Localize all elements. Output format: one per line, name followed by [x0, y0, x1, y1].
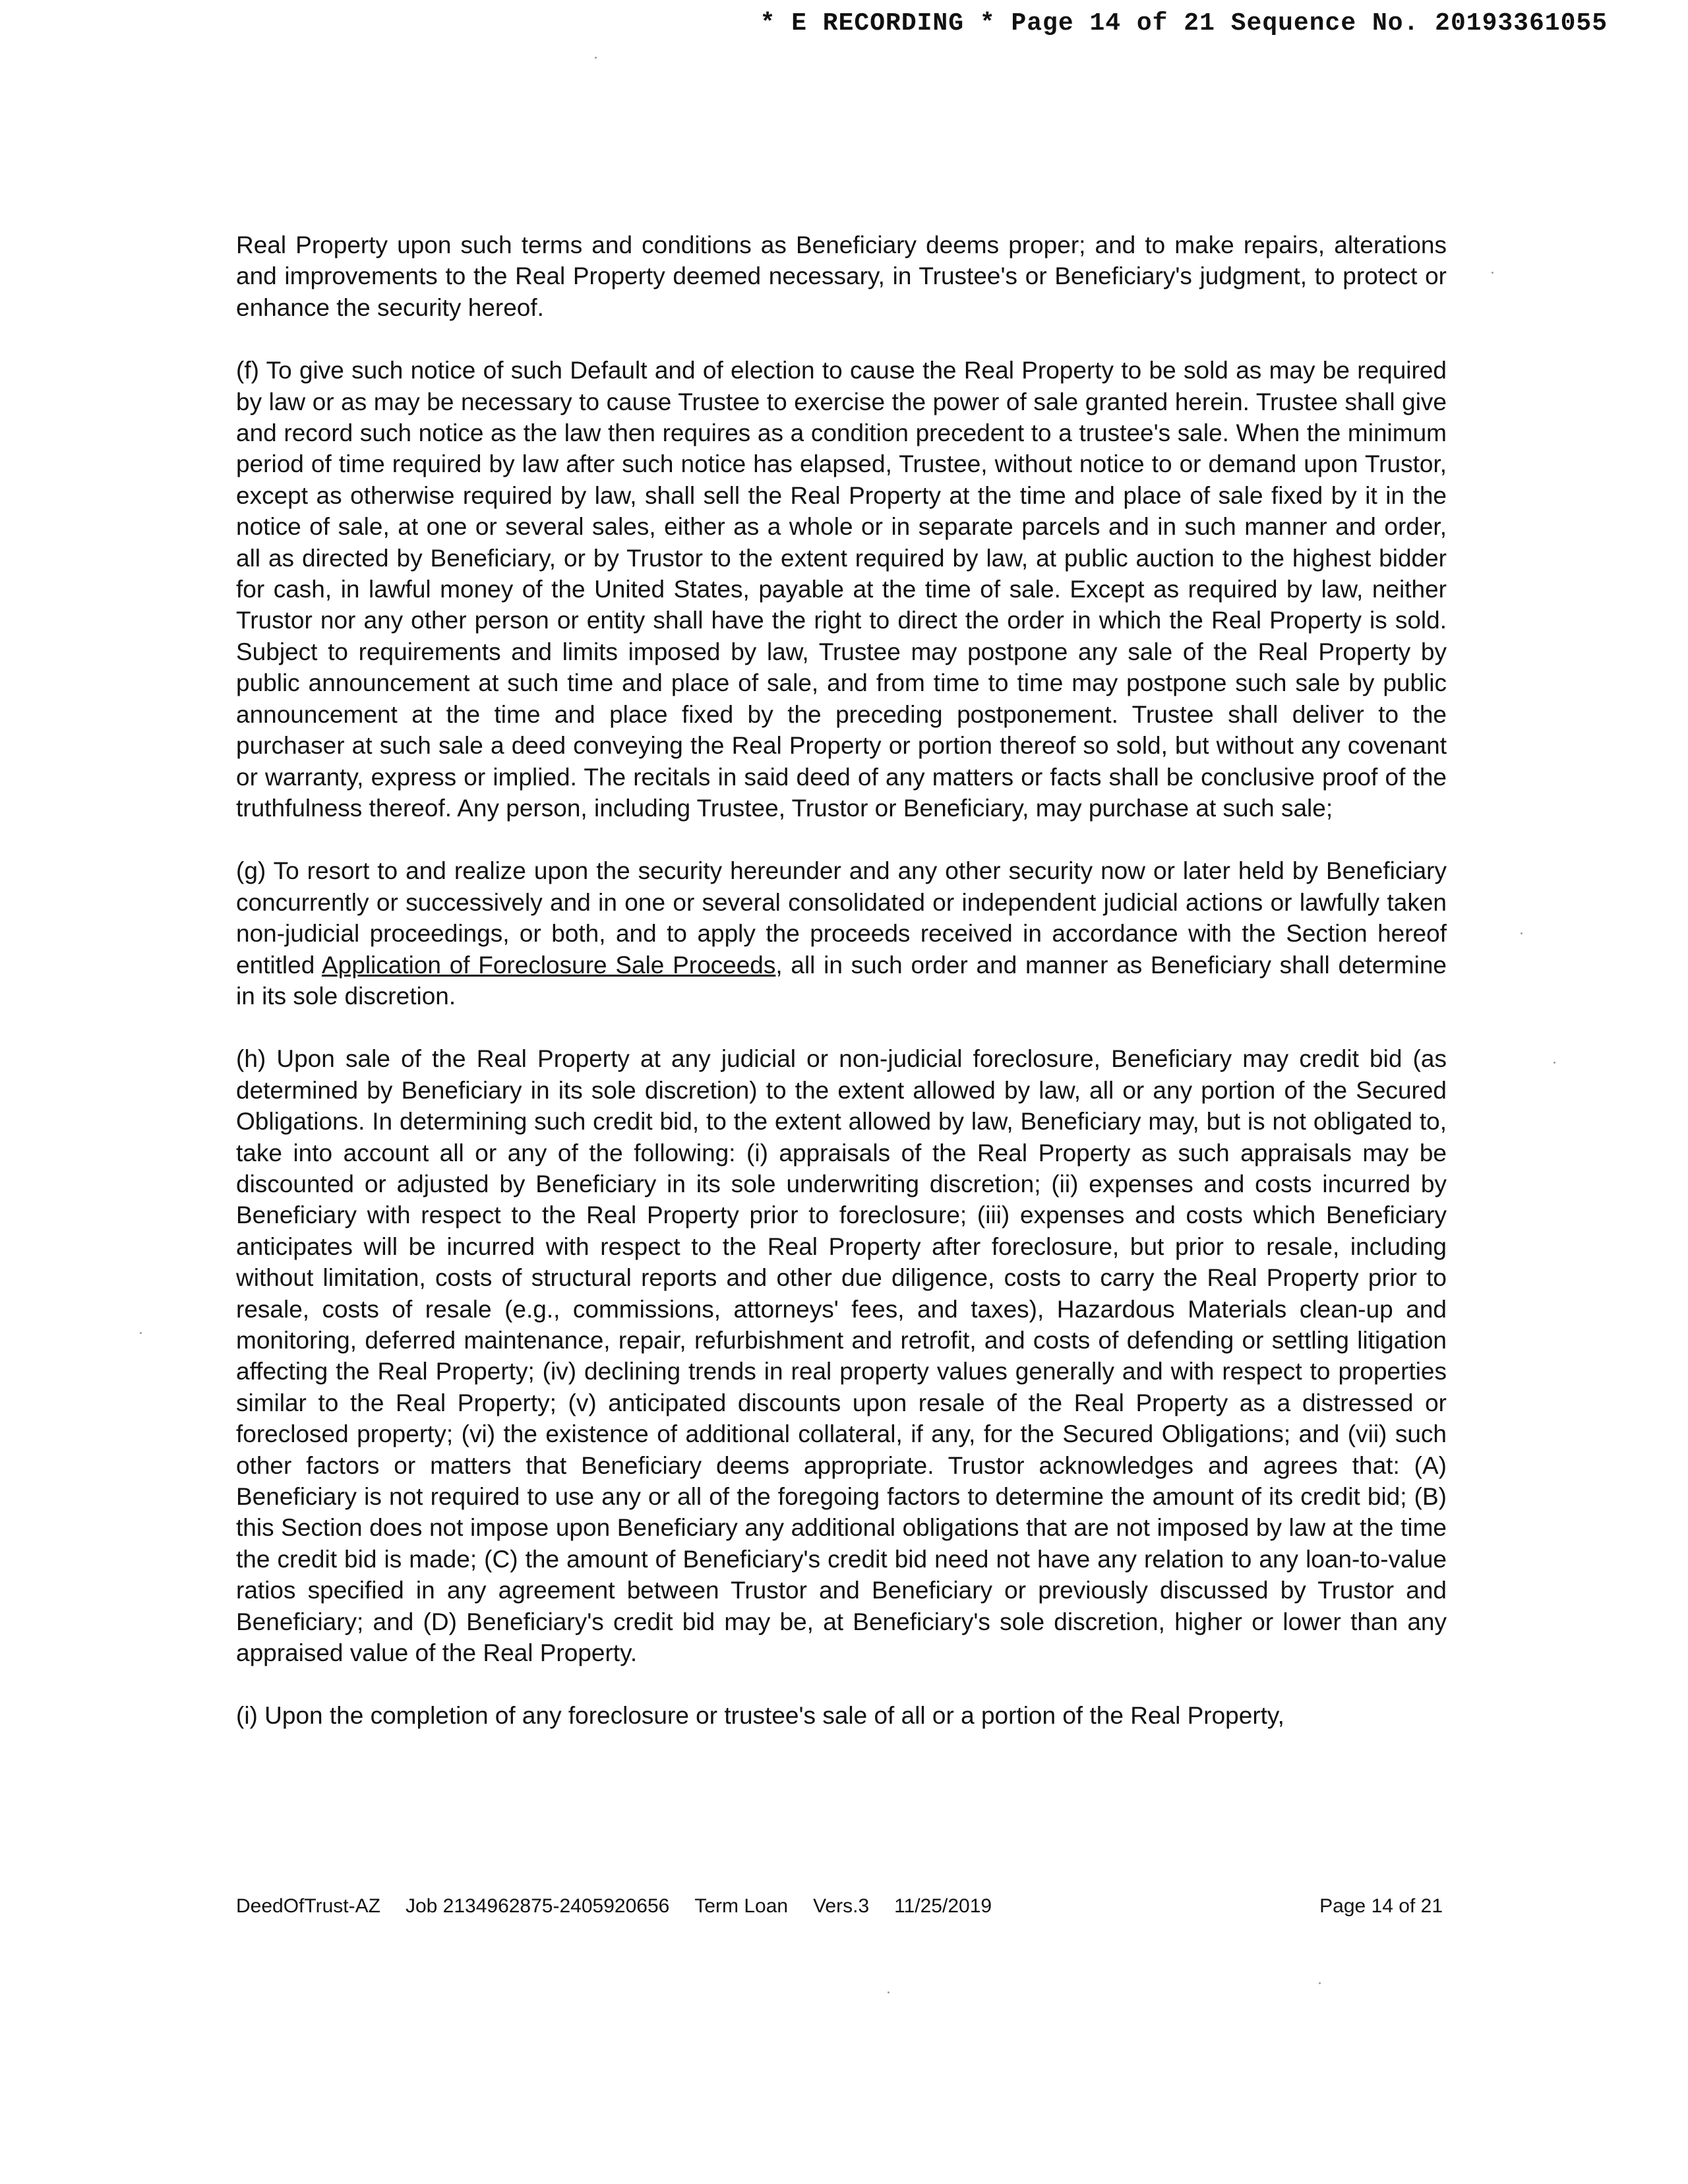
- document-body: [236, 229, 1447, 1732]
- footer-date: 11/25/2019: [894, 1895, 992, 1917]
- footer-version: Vers.3: [813, 1895, 870, 1917]
- scan-speck: [1553, 1062, 1555, 1064]
- paragraph-g: [236, 855, 1447, 1012]
- paragraph-g-text-before: (g) To resort to and realize upon the security hereunder and any other security now or later held by Beneficiary concurrently or successively and in one or several consolidated or independent judicial actions or lawfully taken non-judicial proceedings, or both, and to apply the proceeds received in accordance with the Section hereof entitled: [236, 857, 1447, 979]
- scan-speck: [1319, 1982, 1321, 1984]
- section-reference-link: Application of Foreclosure Sale Proceeds: [321, 951, 776, 979]
- footer-page-number: Page 14 of 21: [1319, 1895, 1443, 1917]
- paragraph-h: (h) Upon sale of the Real Property at any judicial or non-judicial foreclosure, Beneficiary may credit bid (as determined by Beneficiary in its sole discretion) to the extent allowed by law, all or any portion of the Secured Obligations. In determining such credit bid, to the extent allowed by law, Beneficiary may, but is not obligated to, take into account all or any of the following: (i) appraisals of the Real Property as such appraisals may be discounted or adjusted by Beneficiary in its sole underwriting discretion; (ii) expenses and costs incurred by Beneficiary with respect to the Real Property prior to foreclosure; (iii) expenses and costs which Beneficiary anticipates will be incurred with respect to the Real Property after foreclosure, but prior to resale, including without limitation, costs of structural reports and other due diligence, costs to carry the Real Property prior to resale, costs of resale (e.g., commissions, attorneys' fees, and taxes), Hazardous Materials clean-up and monitoring, deferred maintenance, repair, refurbishment and retrofit, and costs of defending or settling litigation affecting the Real Property; (iv) declining trends in real property values generally and with respect to properties similar to the Real Property; (v) anticipated discounts upon resale of the Real Property as a distressed or foreclosed property; (vi) the existence of additional collateral, if any, for the Secured Obligations; and (vii) such other factors or matters that Beneficiary deems appropriate. Trustor acknowledges and agrees that: (A) Beneficiary is not required to use any or all of the foregoing factors to determine the amount of its credit bid; (B) this Section does not impose upon Beneficiary any additional obligations that are not imposed by law at the time the credit bid is made; (C) the amount of Beneficiary's credit bid need not have any relation to any loan-to-value ratios specified in any agreement between Trustor and Beneficiary or previously discussed by Trustor and Beneficiary; and (D) Beneficiary's credit bid may be, at Beneficiary's sole discretion, higher or lower than any appraised value of the Real Property.: [236, 1045, 1447, 1667]
- recording-header: * E RECORDING * Page 14 of 21 Sequence No. 20193361055: [760, 9, 1608, 38]
- footer-form-name: DeedOfTrust-AZ: [236, 1895, 380, 1917]
- paragraph-continuation: Real Property upon such terms and conditions as Beneficiary deems proper; and to make repairs, alterations and improvements to the Real Property deemed necessary, in Trustee's or Beneficiary's judgment, to protect or enhance the security hereof.: [236, 231, 1447, 321]
- scan-speck: [595, 57, 597, 59]
- footer-job: Job 2134962875-2405920656: [405, 1895, 670, 1917]
- scan-speck: [888, 1991, 889, 1993]
- paragraph-i: (i) Upon the completion of any foreclosure or trustee's sale of all or a portion of the Real Property,: [236, 1702, 1284, 1730]
- scan-speck: [1492, 272, 1493, 274]
- page-footer: [236, 1895, 1447, 1918]
- paragraph-f: (f) To give such notice of such Default and of election to cause the Real Property to be sold as may be required by law or as may be necessary to cause Trustee to exercise the power of sale granted herein. Trustee shall give and record such notice as the law then requires as a condition precedent to a trustee's sale. When the minimum period of time required by law after such notice has elapsed, Trustee, without notice to or demand upon Trustor, except as otherwise required by law, shall sell the Real Property at the time and place of sale fixed by it in the notice of sale, at one or several sales, either as a whole or in separate parcels and in such manner and order, all as directed by Beneficiary, or by Trustor to the extent required by law, at public auction to the highest bidder for cash, in lawful money of the United States, payable at the time of sale. Except as required by law, neither Trustor nor any other person or entity shall have the right to direct the order in which the Real Property is sold. Subject to requirements and limits imposed by law, Trustee may postpone any sale of the Real Property by public announcement at such time and place of sale, and from time to time may postpone such sale by public announcement at the time and place fixed by the preceding postponement. Trustee shall deliver to the purchaser at such sale a deed conveying the Real Property or portion thereof so sold, but without any covenant or warranty, express or implied. The recitals in said deed of any matters or facts shall be conclusive proof of the truthfulness thereof. Any person, including Trustee, Trustor or Beneficiary, may purchase at such sale;: [236, 357, 1447, 822]
- scan-speck: [1521, 932, 1522, 934]
- scan-speck: [140, 1332, 142, 1334]
- paragraph-g-text-after: , all in such order and manner as Beneficiary shall determine in its sole discretion.: [236, 951, 1447, 1010]
- footer-loan-type: Term Loan: [694, 1895, 789, 1917]
